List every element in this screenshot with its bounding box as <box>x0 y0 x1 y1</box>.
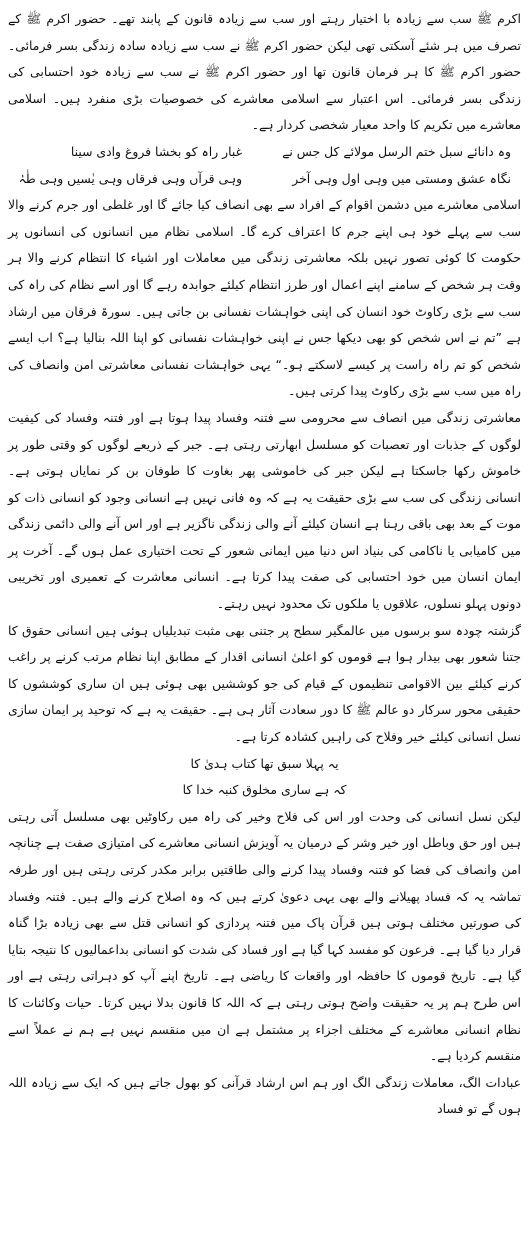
verse-block <box>18 139 511 192</box>
paragraph-intro: اکرم ﷺ سب سے زیادہ با اختیار رہتے اور سب سے زیادہ قانون کے پابند تھے۔ حضور اکرم ﷺ کے تصرف میں ہر شئے آسکتی تھی لیکن حضور اکرم ﷺ نے سب سے زیادہ سادہ زندگی بسر فرمائی۔ حضور اکرم ﷺ کا ہر فرمان قانون تھا اور حضور اکرم ﷺ نے سب سے زیادہ خود احتسابی کی زندگی بسر فرمائی۔ اس اعتبار سے اسلامی معاشرے کی خصوصیات بڑی منفرد ہیں۔ اسلامی معاشرے میں تکریم کا واحد معیار شخصی کردار ہے۔ <box>8 11 521 133</box>
paragraph-history: گزشتہ چودہ سو برسوں میں عالمگیر سطح پر جتنی بھی مثبت تبدیلیاں ہوئی ہیں انسانی حقوق کا جتنا شعور بھی بیدار ہوا ہے قوموں کو اعلیٰ انسانی اقدار کے مطابق اپنا نظام مرتب کرنے پر راغب کرنے کیلئے بین الاقوامی تنظیموں کے قیام کی جو کوششیں بھی ہوئی ہیں ان ساری کوششوں کا حقیقی محور سرکار دو عالم ﷺ کا دور سعادت آثار ہی ہے۔ حقیقت یہ ہے کہ توحید پر ایمان سازی نسل انسانی کیلئے خیر وفلاح کی راہیں کشادہ کرتا ہے۔ <box>8 622 521 745</box>
verse-line-2-left: وہی قرآں وہی فرقاں وہی یٰسیں وہی طٰہٰ <box>18 170 243 186</box>
paragraph-justice: اسلامی معاشرے میں دشمن اقوام کے افراد سے بھی انصاف کیا جائے گا اور غلطی اور جرم کرنے والا سب سے پہلے خود ہی اپنے جرم کا اعتراف کرے گا۔ اسلامی نظام میں انسانوں کی انسانوں پر حکومت کا کوئی تصور نہیں بلکہ معاشرتی زندگی میں معاملات اور اشیاء کا انتظام کرنے والا ہر وقت ہر شخص کے سامنے اپنے اعمال اور طرز انتظام کیلئے جوابدہ رہے گا اور اسے نظام کی راہ کی سب سے بڑی رکاوٹ خود انسان کی اپنی خواہشات نفسانی بن جاتی ہیں۔ سورۃ فرقان میں ارشاد ہے ”تم نے اس شخص کو بھی دیکھا جس نے اپنی خواہشات نفسانی کو اپنا اللہ بنالیا ہے؟ اب ایسے شخص کو تم راہ راست پر کیسے لاسکتے ہو۔“ یہی خواہشات نفسانی معاشرتی امن وانصاف کی راہ میں سب سے بڑی رکاوٹ پیدا کرتی ہیں۔ <box>8 197 521 399</box>
verse-line-2-right: نگاہ عشق ومستی میں وہی اول وہی آخر <box>292 170 511 186</box>
verse-line-1-right: وہ دانائے سبل ختم الرسل مولائے کل جس نے <box>282 143 511 159</box>
paragraph-unity: لیکن نسل انسانی کی وحدت اور اس کی فلاح وخیر کی راہ میں رکاوٹیں بھی مسلسل آتی رہتی ہیں اور حق وباطل اور خیر وشر کے درمیان یہ آویزش انسانی معاشرے کی امتیازی صفت ہے چنانچہ امن وانصاف کی فضا کو فتنہ وفساد پیدا کرنے والی طاقتیں برابر مکدر کرتی رہتی ہیں اور طرفہ تماشہ یہ کہ فساد پھیلانے والے بھی یہی دعویٰ کرتے ہیں کہ وہ اصلاح کرنے والے ہیں۔ فتنہ وفساد کی صورتیں مختلف ہوتی ہیں قرآن پاک میں فتنہ پردازی کو انسانی قتل سے بھی زیادہ بڑا گناہ قرار دیا گیا ہے۔ فرعون کو مفسد کہا گیا ہے اور فساد کی شدت کو انسانی بداعمالیوں کا نتیجہ بتایا گیا ہے۔ تاریخ قوموں کا حافظہ اور واقعات کا ریاضی ہے۔ تاریخ اپنے آپ کو دہراتی رہتی ہے اور اس طرح ہم پر یہ حقیقت واضح ہوتی رہتی ہے کہ اللہ کا قانون بدلا نہیں کرتا۔ حیات وکائنات کا نظام انسانی معاشرے کے مختلف اجزاء پر مشتمل ہے ان میں منقسم نہیں ہے ہم نے عملاً اسے منقسم کردیا ہے۔ <box>8 808 521 1064</box>
paragraph-social-life: معاشرتی زندگی میں انصاف سے محرومی سے فتنہ وفساد پیدا ہوتا ہے اور فتنہ وفساد کی کیفیت لوگوں کے جذبات اور تعصبات کو مسلسل ابھارتی رہتی ہے۔ جبر کے ذریعے لوگوں کو وقتی طور پر خاموش رکھا جاسکتا ہے لیکن جبر کی خاموشی پھر بغاوت کا طوفان بن کر نمایاں ہوتی ہے۔ انسانی زندگی کی سب سے بڑی حقیقت یہ ہے کہ وہ فانی نہیں ہے انسانی وجود کو انسانی ذات کو موت کے بعد بھی باقی رہنا ہے انسان کیلئے آنے والی زندگی ناگزیر ہے اور اس آنے والی دائمی زندگی میں کامیابی یا ناکامی کی بنیاد اس دنیا میں ایمانی شعور کے تحت اختیاری عمل ہوں گے۔ آخرت پر ایمان انسان میں خود احتسابی کی صفت پیدا کرتا ہے۔ انسانی معاشرت کے تعمیری اور تخریبی دونوں پہلو نسلوں، علاقوں یا ملکوں تک محدود نہیں رہتے۔ <box>8 409 521 612</box>
couplet-line-2: کہ ہے ساری مخلوق کنبہ خدا کا <box>182 782 347 798</box>
couplet-line-1: یہ پہلا سبق تھا کتاب ہدیٰ کا <box>190 755 339 771</box>
paragraph-closing: عبادات الگ، معاملات زندگی الگ اور ہم اس ارشاد قرآنی کو بھول جاتے ہیں کہ ایک سے زیادہ اللہ ہوں گے تو فساد <box>8 1074 521 1117</box>
verse-line-1-left: غبار راہ کو بخشا فروغ وادی سینا <box>70 143 243 159</box>
